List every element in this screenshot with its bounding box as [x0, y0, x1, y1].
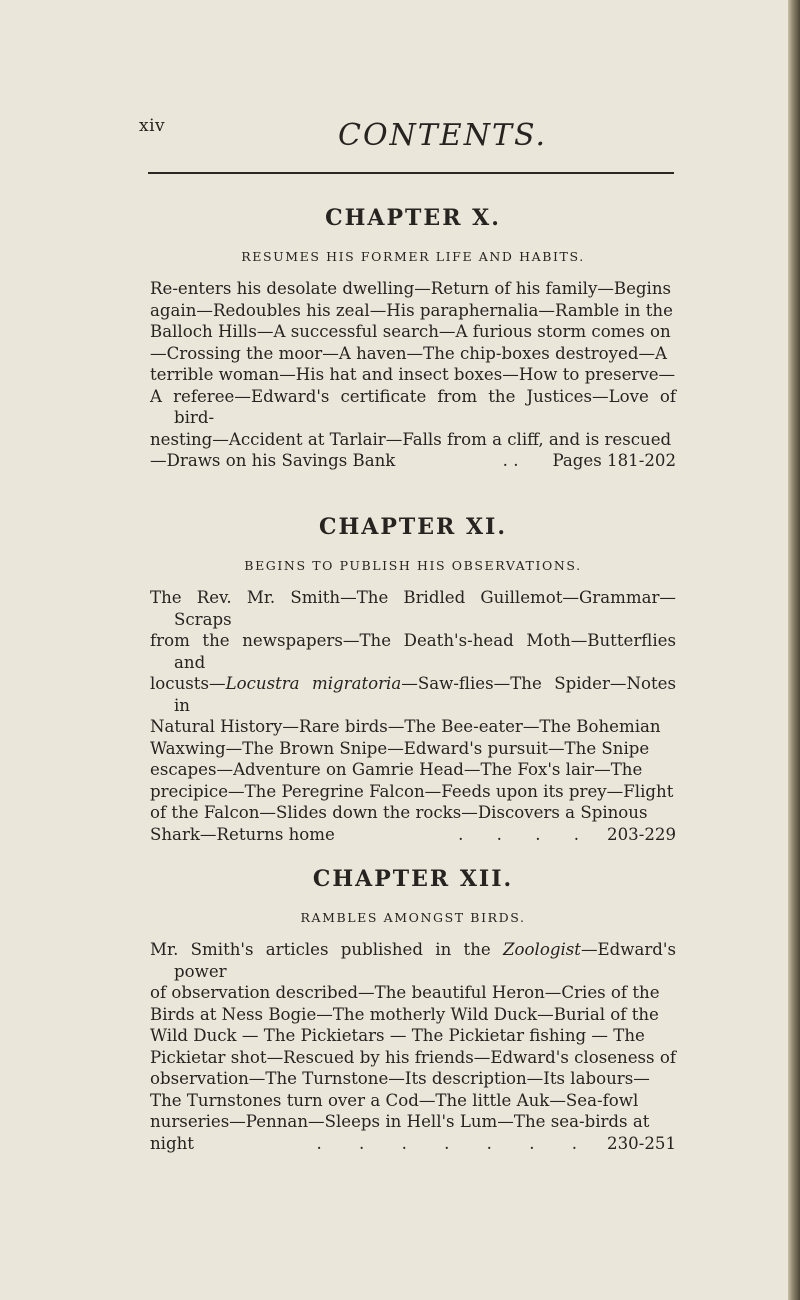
summary-line-text: —Draws on his Savings Bank [150, 451, 396, 470]
chapter-subtitle: BEGINS TO PUBLISH HIS OBSERVATIONS. [244, 558, 582, 573]
chapter-subtitle: RESUMES HIS FORMER LIFE AND HABITS. [241, 249, 585, 264]
summary-line: The Rev. Mr. Smith—The Bridled Guillemot—Grammar—Scraps [150, 588, 676, 629]
page-range [502, 450, 676, 472]
line-suffix: —Edward's power [174, 940, 676, 981]
summary-line: —Crossing the moor—A haven—The chip-boxes destroyed—A [150, 343, 668, 363]
page-numbers: 230-251 [607, 1133, 676, 1153]
chapter-summary [150, 278, 676, 472]
chapter-title: CHAPTER XI. [318, 514, 507, 540]
dot-leaders: . . . . [458, 824, 594, 844]
chapter-x [150, 205, 676, 472]
summary-line: Balloch Hills—A successful search—A furious storm comes on [150, 322, 671, 341]
running-head: CONTENTS. [338, 118, 547, 153]
summary-line: of observation described—The beautiful Heron—Cries of the [150, 983, 660, 1002]
chapter-summary [150, 939, 676, 1154]
page-binding-edge [788, 0, 800, 1300]
summary-line: precipice—The Peregrine Falcon—Feeds upon its prey—Flight [150, 781, 674, 801]
summary-line: nurseries—Pennan—Sleeps in Hell's Lum—The sea-birds at [150, 1112, 650, 1131]
summary-line: The Turnstones turn over a Cod—The little Auk—Sea-fowl [150, 1090, 639, 1110]
summary-line: Natural History—Rare birds—The Bee-eater—The Bohemian [150, 717, 661, 736]
page-folio: xiv [139, 116, 166, 136]
dot-leaders: . . [502, 451, 519, 470]
summary-line: terrible woman—His hat and insect boxes—How to preserve— [150, 365, 676, 384]
summary-line: Wild Duck — The Pickietars — The Pickietar fishing — The [150, 1026, 645, 1045]
summary-line: A referee—Edward's certificate from the Justices—Love of bird- [150, 386, 676, 427]
summary-line [150, 939, 676, 982]
line-suffix: —Saw-flies—The Spider—Notes in [174, 674, 676, 715]
summary-last-line [150, 450, 676, 472]
chapter-title: CHAPTER X. [325, 205, 501, 231]
summary-line: Re-enters his desolate dwelling—Return of his family—Begins [150, 279, 672, 298]
summary-line: from the newspapers—The Death's-head Moth—Butterflies and [150, 631, 676, 672]
line-prefix: locusts— [150, 674, 226, 693]
summary-line: Waxwing—The Brown Snipe—Edward's pursuit—The Snipe [150, 738, 650, 758]
species-name: Locustra migratoria [225, 674, 402, 693]
chapter-summary [150, 587, 676, 845]
summary-line: of the Falcon—Slides down the rocks—Discovers a Spinous [150, 803, 648, 822]
header-rule [148, 172, 674, 174]
summary-line: Birds at Ness Bogie—The motherly Wild Duck—Burial of the [150, 1004, 659, 1024]
summary-last-line [150, 824, 676, 846]
chapter-subtitle: RAMBLES AMONGST BIRDS. [300, 910, 526, 925]
chapter-xii [150, 866, 676, 1154]
dot-leaders: . . . . . . . [316, 1133, 594, 1153]
summary-line: again—Redoubles his zeal—His paraphernalia—Ramble in the [150, 300, 673, 320]
summary-line: Pickietar shot—Rescued by his friends—Edward's closeness of [150, 1047, 676, 1067]
summary-line: nesting—Accident at Tarlair—Falls from a cliff, and is rescued [150, 429, 672, 449]
summary-line-text: night [150, 1133, 194, 1153]
journal-name: Zoologist [503, 940, 581, 959]
page-range [316, 1133, 676, 1155]
line-prefix: Mr. Smith's articles published in the [150, 940, 504, 959]
page-numbers: Pages 181-202 [552, 451, 676, 470]
summary-line [150, 673, 676, 716]
summary-line-text: Shark—Returns home [150, 824, 335, 844]
chapter-title: CHAPTER XII. [312, 866, 514, 892]
summary-line: observation—The Turnstone—Its description—Its labours— [150, 1069, 650, 1088]
chapter-xi [150, 514, 676, 845]
page-range [458, 824, 676, 846]
summary-line: escapes—Adventure on Gamrie Head—The Fox's lair—The [150, 760, 643, 779]
summary-last-line [150, 1133, 676, 1155]
page-numbers: 203-229 [607, 824, 676, 844]
